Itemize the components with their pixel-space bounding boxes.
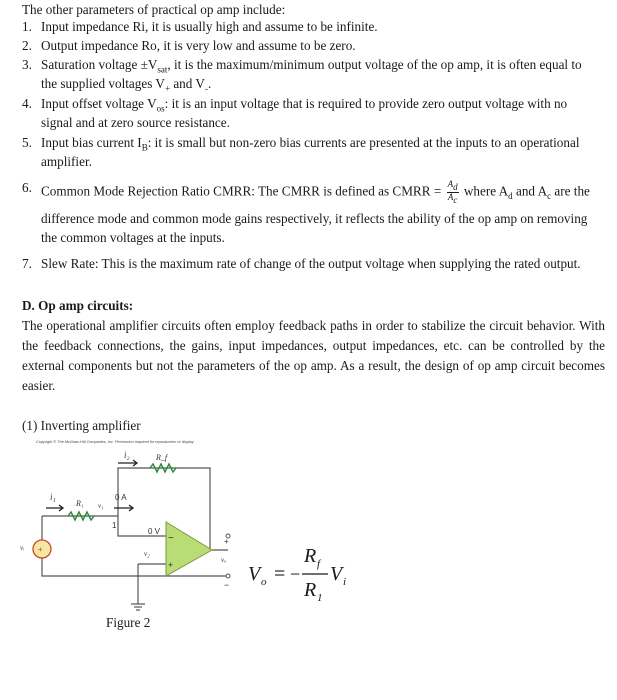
output-minus-sign: − [224,580,230,590]
figure-caption: Figure 2 [106,615,151,630]
rf-label: R_f [156,453,168,462]
i1-label: i₁ [50,492,56,502]
zero-a-label: 0 A [115,493,127,502]
list-item-number: 7. [22,256,32,271]
list-item-line: Common Mode Rejection Ratio CMRR: The CMRR is defined as CMRR = $\frac{A_d}{A_c}$ where $A_d$ and $A_c$ are the [41,179,590,205]
eq-den-sub: 1 [317,592,323,604]
v2-label: v₂ [144,550,150,558]
eq-num-sub: f [317,558,321,570]
section-heading: D. Op amp circuits: [22,298,134,313]
ground-symbol [131,604,145,610]
inv-input-sign: − [168,533,174,544]
list-item-number: 3. [22,57,32,72]
list-item-line: Saturation voltage $\pm V_{sat}$, it is the maximum/minimum output voltage of the op amp, it is often equal to [41,57,582,75]
list-item-number: 2. [22,38,32,53]
v1-label: v₁ [98,502,104,510]
node-one-label: 1 [112,521,117,530]
eq-num-r: R [304,545,317,567]
eq-equals: = [274,563,286,585]
zero-a-arrow [114,505,133,511]
list-item-number: 1. [22,19,32,34]
list-item-line: signal and at zero source resistance. [41,115,230,130]
r1-label: R₁ [76,499,84,508]
ground-return-wire [42,558,228,576]
list-item-line: Input offset voltage $V_{os}$: it is an input voltage that is required to provide zero output voltage with no [41,96,568,114]
list-item-line: Input impedance Ri, it is usually high and assume to be infinite. [41,19,378,34]
eq-vo: V [248,563,261,585]
i2-label: i₂ [124,450,130,460]
section-paragraph: The operational amplifier circuits often employ feedback paths in order to stabilize the circuit behavior. With the feedback connections, the gains, input impedances, output impedances, etc. can be controlled by the external components but not the parameters of the op amp. As a result, the design of op amp circuit becomes easier. [22,318,605,393]
i1-arrow [46,505,63,511]
list-item-line: the supplied voltages $V_+$ and $V_-$. [41,76,212,94]
zero-v-label: 0 V [148,527,161,536]
vo-label: vₒ [221,556,227,564]
list-item-line: Slew Rate: This is the maximum rate of change of the output voltage when supplying the rated output. [41,256,581,271]
list-item-line: difference mode and common mode gains respectively, it reflects the ability of the op amp on removing [41,211,588,226]
svg-text:+: + [38,545,43,554]
list-item-line: the common voltages at the inputs. [41,230,225,245]
feedback-wire [118,468,210,524]
output-plus-sign: + [224,537,229,546]
eq-vo-sub: o [261,576,267,588]
figure-copyright: Copyright © The McGraw-Hill Companies, Inc. Permission required for reproduction or display [36,440,194,444]
list-item-line: amplifier. [41,154,92,169]
list-item-line: Output impedance Ro, it is very low and assume to be zero. [41,38,356,53]
inverting-amplifier-heading: (1) Inverting amplifier [22,418,141,433]
eq-minus: − [290,564,301,584]
list-item-number: 5. [22,135,32,150]
eq-vi-sub: i [343,576,347,588]
list-item-line: Input bias current $I_B$: it is small but non-zero bias currents are presented at the inputs to an operational [41,135,580,153]
output-terminal-bottom [226,574,230,578]
vi-label: vᵢ [20,544,25,552]
list-item-number: 6. [22,180,32,195]
eq-den-r: R [304,579,317,601]
list-item-number: 4. [22,96,32,111]
i2-arrow [118,460,137,466]
intro-text: The other parameters of practical op amp include: [22,2,286,17]
noninv-input-sign: + [168,560,174,570]
eq-vi: V [330,563,343,585]
inverting-amplifier-circuit [20,436,243,616]
gain-equation [246,540,376,610]
